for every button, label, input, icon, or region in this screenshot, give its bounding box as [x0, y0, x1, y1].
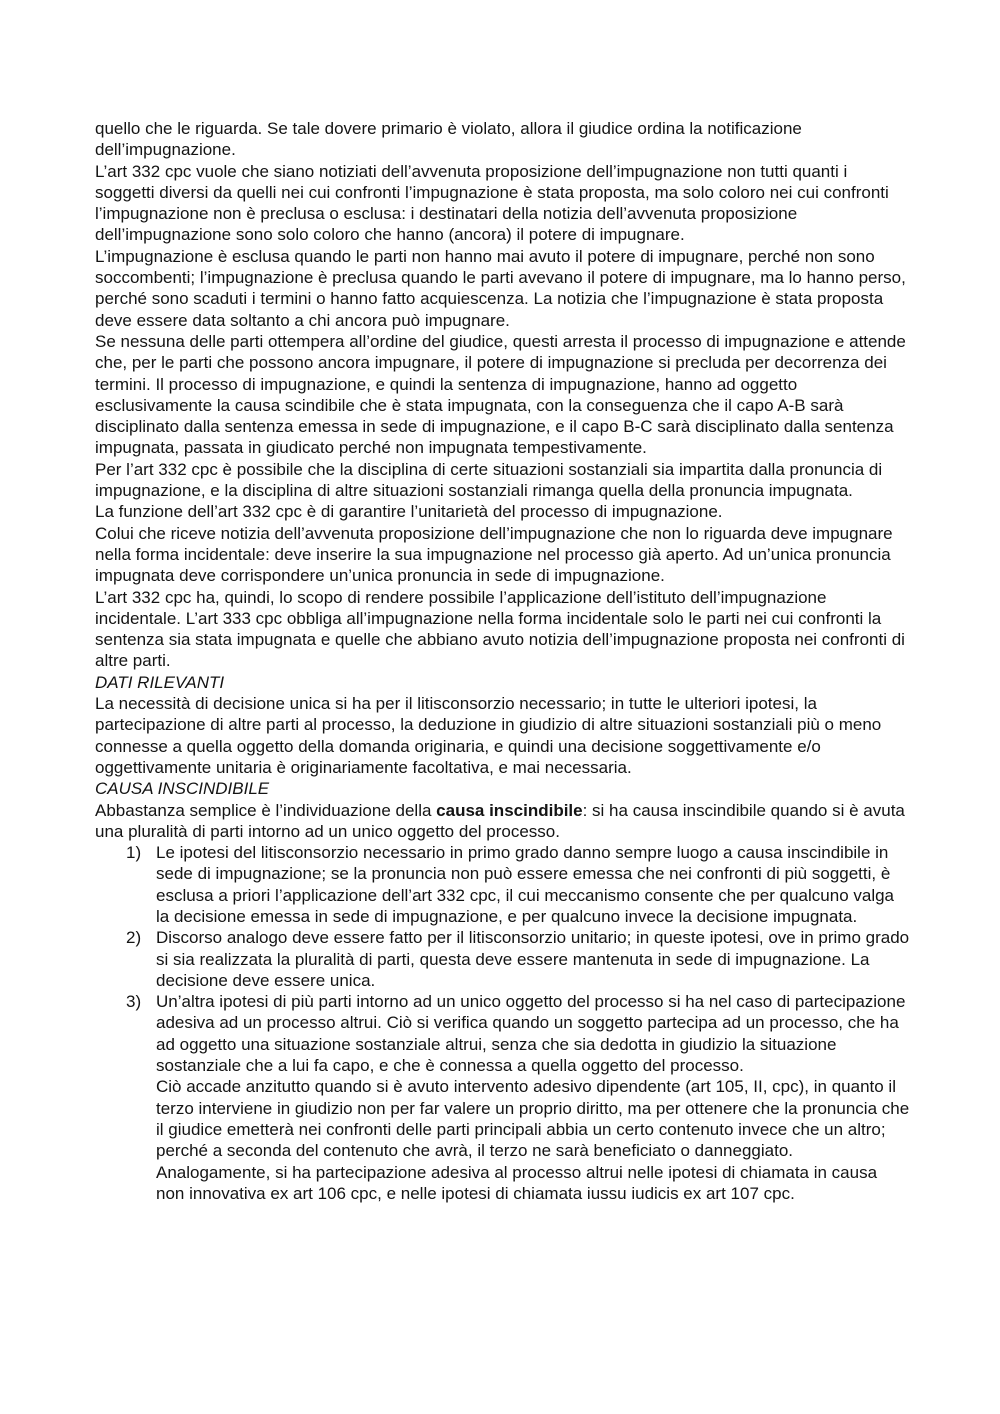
- causa-inscindibile-intro: [95, 800, 910, 843]
- paragraph: Se nessuna delle parti ottempera all’ordine del giudice, questi arresta il processo di impugnazione e attende che, per le parti che possono ancora impugnare, il potere di impugnazione si precluda per decorrenza dei termini. Il processo di impugnazione, e quindi la sentenza di impugnazione, hanno ad oggetto esclusivamente la causa scindibile che è stata impugnata, con la conseguenza che il capo A-B sarà disciplinato dalla sentenza emessa in sede di impugnazione, e il capo B-C sarà disciplinato dalla sentenza impugnata, passata in giudicato perché non impugnata tempestivamente.: [95, 331, 906, 458]
- intro-bold-term: causa inscindibile: [436, 800, 583, 820]
- paragraph: L’art 332 cpc vuole che siano notiziati dell’avvenuta proposizione dell’impugnazione non tutti quanti i soggetti diversi da quelli nei cui confronti l’impugnazione è stata proposta, ma solo coloro nei cui confronti l’impugnazione non è preclusa o esclusa: i destinatari della notizia dell’avvenuta proposizione dell’impugnazione sono solo coloro che hanno (ancora) il potere di impugnare.: [95, 161, 889, 245]
- document-page: [95, 118, 910, 1204]
- list-item: [95, 842, 910, 927]
- paragraph: L’impugnazione è esclusa quando le parti non hanno mai avuto il potere di impugnare, perché non sono soccombenti; l’impugnazione è preclusa quando le parti avevano il potere di impugnare, ma lo hanno perso, perché sono scaduti i termini o hanno fatto acquiescenza. La notizia che l’impugnazione è stata proposta deve essere data soltanto a chi ancora può impugnare.: [95, 246, 906, 330]
- paragraph: La funzione dell’art 332 cpc è di garantire l’unitarietà del processo di impugnazione.: [95, 502, 723, 522]
- list-item-number: 2): [126, 928, 142, 948]
- list-item: [95, 927, 910, 991]
- paragraph: Colui che riceve notizia dell’avvenuta proposizione dell’impugnazione che non lo riguarda deve impugnare nella forma incidentale: deve inserire la sua impugnazione nel processo già aperto. Ad un’unica pronuncia impugnata deve corrispondere un’unica pronuncia in sede di impugnazione.: [95, 523, 893, 586]
- list-item: [95, 991, 910, 1204]
- paragraph: Per l’art 332 cpc è possibile che la disciplina di certe situazioni sostanziali sia impartita dalla pronuncia di impugnazione, e la disciplina di altre situazioni sostanziali rimanga quella della pronuncia impugnata.: [95, 459, 883, 501]
- list-item-text: Le ipotesi del litisconsorzio necessario in primo grado danno sempre luogo a causa inscindibile in sede di impugnazione; se la pronuncia non può essere emessa che nei confronti di più soggetti, è esclusa a priori l’applicazione dell’art 332 cpc, il cui meccanismo consente che per qualcuno valga la decisione emessa in sede di impugnazione, e per qualcuno invece la decisione impugnata.: [156, 843, 895, 926]
- list-item-text: Un’altra ipotesi di più parti intorno ad un unico oggetto del processo si ha nel caso di partecipazione adesiva ad un processo altrui. Ciò si verifica quando un soggetto partecipa ad un processo, che ha ad oggetto una situazione sostanziale altrui, senza che sia dedotta in giudizio la situazione sostanziale che a lui fa capo, e che è connessa a quella oggetto del processo. Ciò accade anzitutto quando si è avuto intervento adesivo dipendente (art 105, II, cpc), in quanto il terzo interviene in giudizio non per far valere un proprio diritto, ma per ottenere che la pronuncia che il giudice emetterà nei confronti delle parti principali abbia un certo contenuto invece che un altro; perché a seconda del contenuto che avrà, il terzo ne sarà beneficiato o danneggiato. Analogamente, si ha partecipazione adesiva al processo altrui nelle ipotesi di chiamata in causa non innovativa ex art 106 cpc, e nelle ipotesi di chiamata iussu iudicis ex art 107 cpc.: [156, 992, 910, 1203]
- paragraph: quello che le riguarda. Se tale dovere primario è violato, allora il giudice ordina la notificazione dell’impugnazione.: [95, 119, 802, 160]
- intro-text-before: Abbastanza semplice è l’individuazione della: [95, 800, 437, 820]
- section-heading-dati-rilevanti: DATI RILEVANTI: [95, 672, 225, 692]
- list-item-number: 3): [126, 992, 142, 1012]
- list-item-text: Discorso analogo deve essere fatto per il litisconsorzio unitario; in queste ipotesi, ove in primo grado si sia realizzata la pluralità di parti, questa deve essere mantenuta in sede di impugnazione. La decisione deve essere unica.: [156, 928, 910, 990]
- list-item-continuation: Ciò accade anzitutto quando si è avuto intervento adesivo dipendente (art 105, II, cpc), in quanto il terzo interviene in giudizio non per far valere un proprio diritto, ma per ottenere che la pronuncia che il giudice emetterà nei confronti delle parti principali abbia un certo contenuto invece che un altro; perché a seconda del contenuto che avrà, il terzo ne sarà beneficiato o danneggiato. Analogamente, si ha partecipazione adesiva al processo altrui nelle ipotesi di chiamata in causa non innovativa ex art 106 cpc, e nelle ipotesi di chiamata iussu iudicis ex art 107 cpc.: [156, 1077, 910, 1203]
- numbered-list: [95, 842, 910, 1204]
- list-item-number: 1): [126, 843, 142, 863]
- paragraph: La necessità di decisione unica si ha per il litisconsorzio necessario; in tutte le ulteriori ipotesi, la partecipazione di altre parti al processo, la deduzione in giudizio di altre situazioni sostanziali più o meno connesse a quella oggetto della domanda originaria, e quindi una decisione soggettivamente e/o oggettivamente unitaria è originariamente facoltativa, e mai necessaria.: [95, 694, 882, 777]
- intro-text-after: : si ha causa inscindibile quando si è avuta una pluralità di parti intorno ad un unico oggetto del processo.: [95, 800, 905, 841]
- paragraph: L’art 332 cpc ha, quindi, lo scopo di rendere possibile l’applicazione dell’istituto dell’impugnazione incidentale. L’art 333 cpc obbliga all’impugnazione nella forma incidentale solo le parti nei cui confronti la sentenza sia stata impugnata e quelle che abbiano avuto notizia dell’impugnazione proposta nei confronti di altre parti.: [95, 587, 905, 671]
- section-heading-causa-inscindibile: CAUSA INSCINDIBILE: [95, 779, 270, 799]
